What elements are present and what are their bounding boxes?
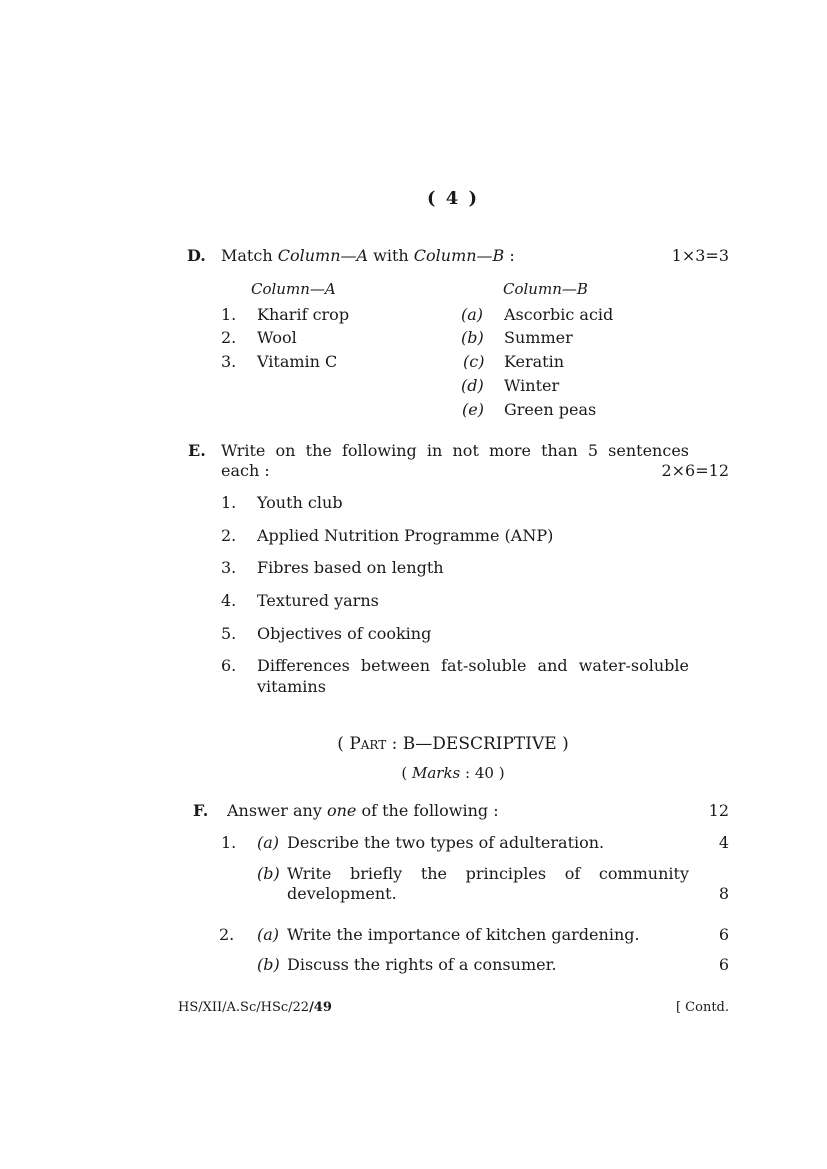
paper-code [178, 1000, 332, 1015]
column-b-header: Column—B [503, 280, 588, 298]
list-item-cont: vitamins [257, 677, 326, 696]
paren-open: ( [401, 764, 408, 782]
list-item: Applied Nutrition Programme (ANP) [257, 526, 554, 545]
column-b-key: (c) [463, 352, 485, 371]
section-e-prompt-cont: each : [221, 461, 270, 480]
list-item-num: 5. [221, 624, 237, 643]
list-item: Youth club [257, 493, 343, 512]
marks-value: 40 [474, 764, 494, 782]
list-item-num: 3. [221, 558, 237, 577]
section-d-prompt [221, 246, 515, 265]
list-item: Textured yarns [257, 591, 379, 610]
question-part-text-cont: development. [287, 884, 397, 903]
column-a-item: Vitamin C [257, 352, 338, 371]
column-b-item: Keratin [504, 352, 565, 371]
prompt-text: of the following : [361, 801, 499, 820]
column-b-ref: Column—B [413, 246, 505, 265]
part-b-marks [0, 764, 827, 782]
column-a-item: Wool [257, 328, 297, 347]
question-part-marks: 6 [718, 925, 729, 944]
list-item-num: 2. [221, 526, 237, 545]
section-f-marks: 12 [708, 801, 729, 820]
section-e-prompt: Write on the following in not more than 5 sentences [221, 441, 689, 460]
prompt-text: with [373, 246, 409, 265]
question-num: 2. [219, 925, 235, 944]
paren-open: ( [337, 734, 344, 754]
question-part-key: (b) [257, 864, 280, 883]
section-d-label: D. [187, 246, 206, 265]
column-a-num: 1. [221, 305, 237, 324]
marks-sep: : [465, 764, 471, 782]
section-d-marks: 1×3=3 [671, 246, 729, 265]
column-b-item: Summer [504, 328, 573, 347]
question-part-marks: 4 [718, 833, 729, 852]
column-b-key: (a) [461, 305, 484, 324]
section-e-label: E. [188, 441, 206, 460]
column-a-item: Kharif crop [257, 305, 350, 324]
question-part-marks: 8 [718, 884, 729, 903]
column-b-key: (d) [461, 376, 484, 395]
page-number: ( 4 ) [426, 188, 480, 209]
section-e-marks: 2×6=12 [661, 461, 729, 480]
column-a-num: 2. [221, 328, 237, 347]
paren-close: ) [498, 764, 505, 782]
column-b-item: Winter [504, 376, 560, 395]
question-part-text: Write briefly the principles of community [287, 864, 689, 883]
part-name: B—DESCRIPTIVE [402, 734, 557, 754]
list-item-num: 6. [221, 656, 237, 675]
column-b-key: (e) [462, 400, 484, 419]
list-item: Differences between fat-soluble and water-soluble [257, 656, 689, 675]
paren-close: ) [562, 734, 569, 754]
question-part-text: Describe the two types of adulteration. [287, 833, 605, 852]
question-part-marks: 6 [718, 955, 729, 974]
continued-note: [ Contd. [675, 1000, 729, 1015]
prompt-emphasis: one [326, 801, 357, 820]
list-item: Objectives of cooking [257, 624, 432, 643]
question-part-key: (a) [257, 833, 280, 852]
question-part-key: (a) [257, 925, 280, 944]
part-sep: : [391, 734, 398, 754]
column-b-item: Green peas [504, 400, 597, 419]
section-f-label: F. [193, 801, 209, 820]
column-a-num: 3. [221, 352, 237, 371]
question-part-text: Discuss the rights of a consumer. [287, 955, 557, 974]
marks-word: Marks [412, 764, 461, 782]
question-part-text: Write the importance of kitchen gardening. [287, 925, 640, 944]
list-item: Fibres based on length [257, 558, 444, 577]
part-word: Part [349, 734, 387, 754]
list-item-num: 4. [221, 591, 237, 610]
paper-code-number: /49 [309, 1000, 332, 1015]
prompt-text: : [509, 246, 515, 265]
section-f-prompt [227, 801, 499, 820]
column-a-ref: Column—A [277, 246, 369, 265]
prompt-text: Answer any [227, 801, 322, 820]
part-b-heading [0, 734, 827, 754]
question-part-key: (b) [257, 955, 280, 974]
column-b-key: (b) [461, 328, 484, 347]
list-item-num: 1. [221, 493, 237, 512]
column-b-item: Ascorbic acid [504, 305, 614, 324]
paper-code-main: HS/XII/A.Sc/HSc/22 [178, 1000, 310, 1015]
prompt-text: Match [221, 246, 273, 265]
column-a-header: Column—A [251, 280, 336, 298]
question-num: 1. [221, 833, 237, 852]
